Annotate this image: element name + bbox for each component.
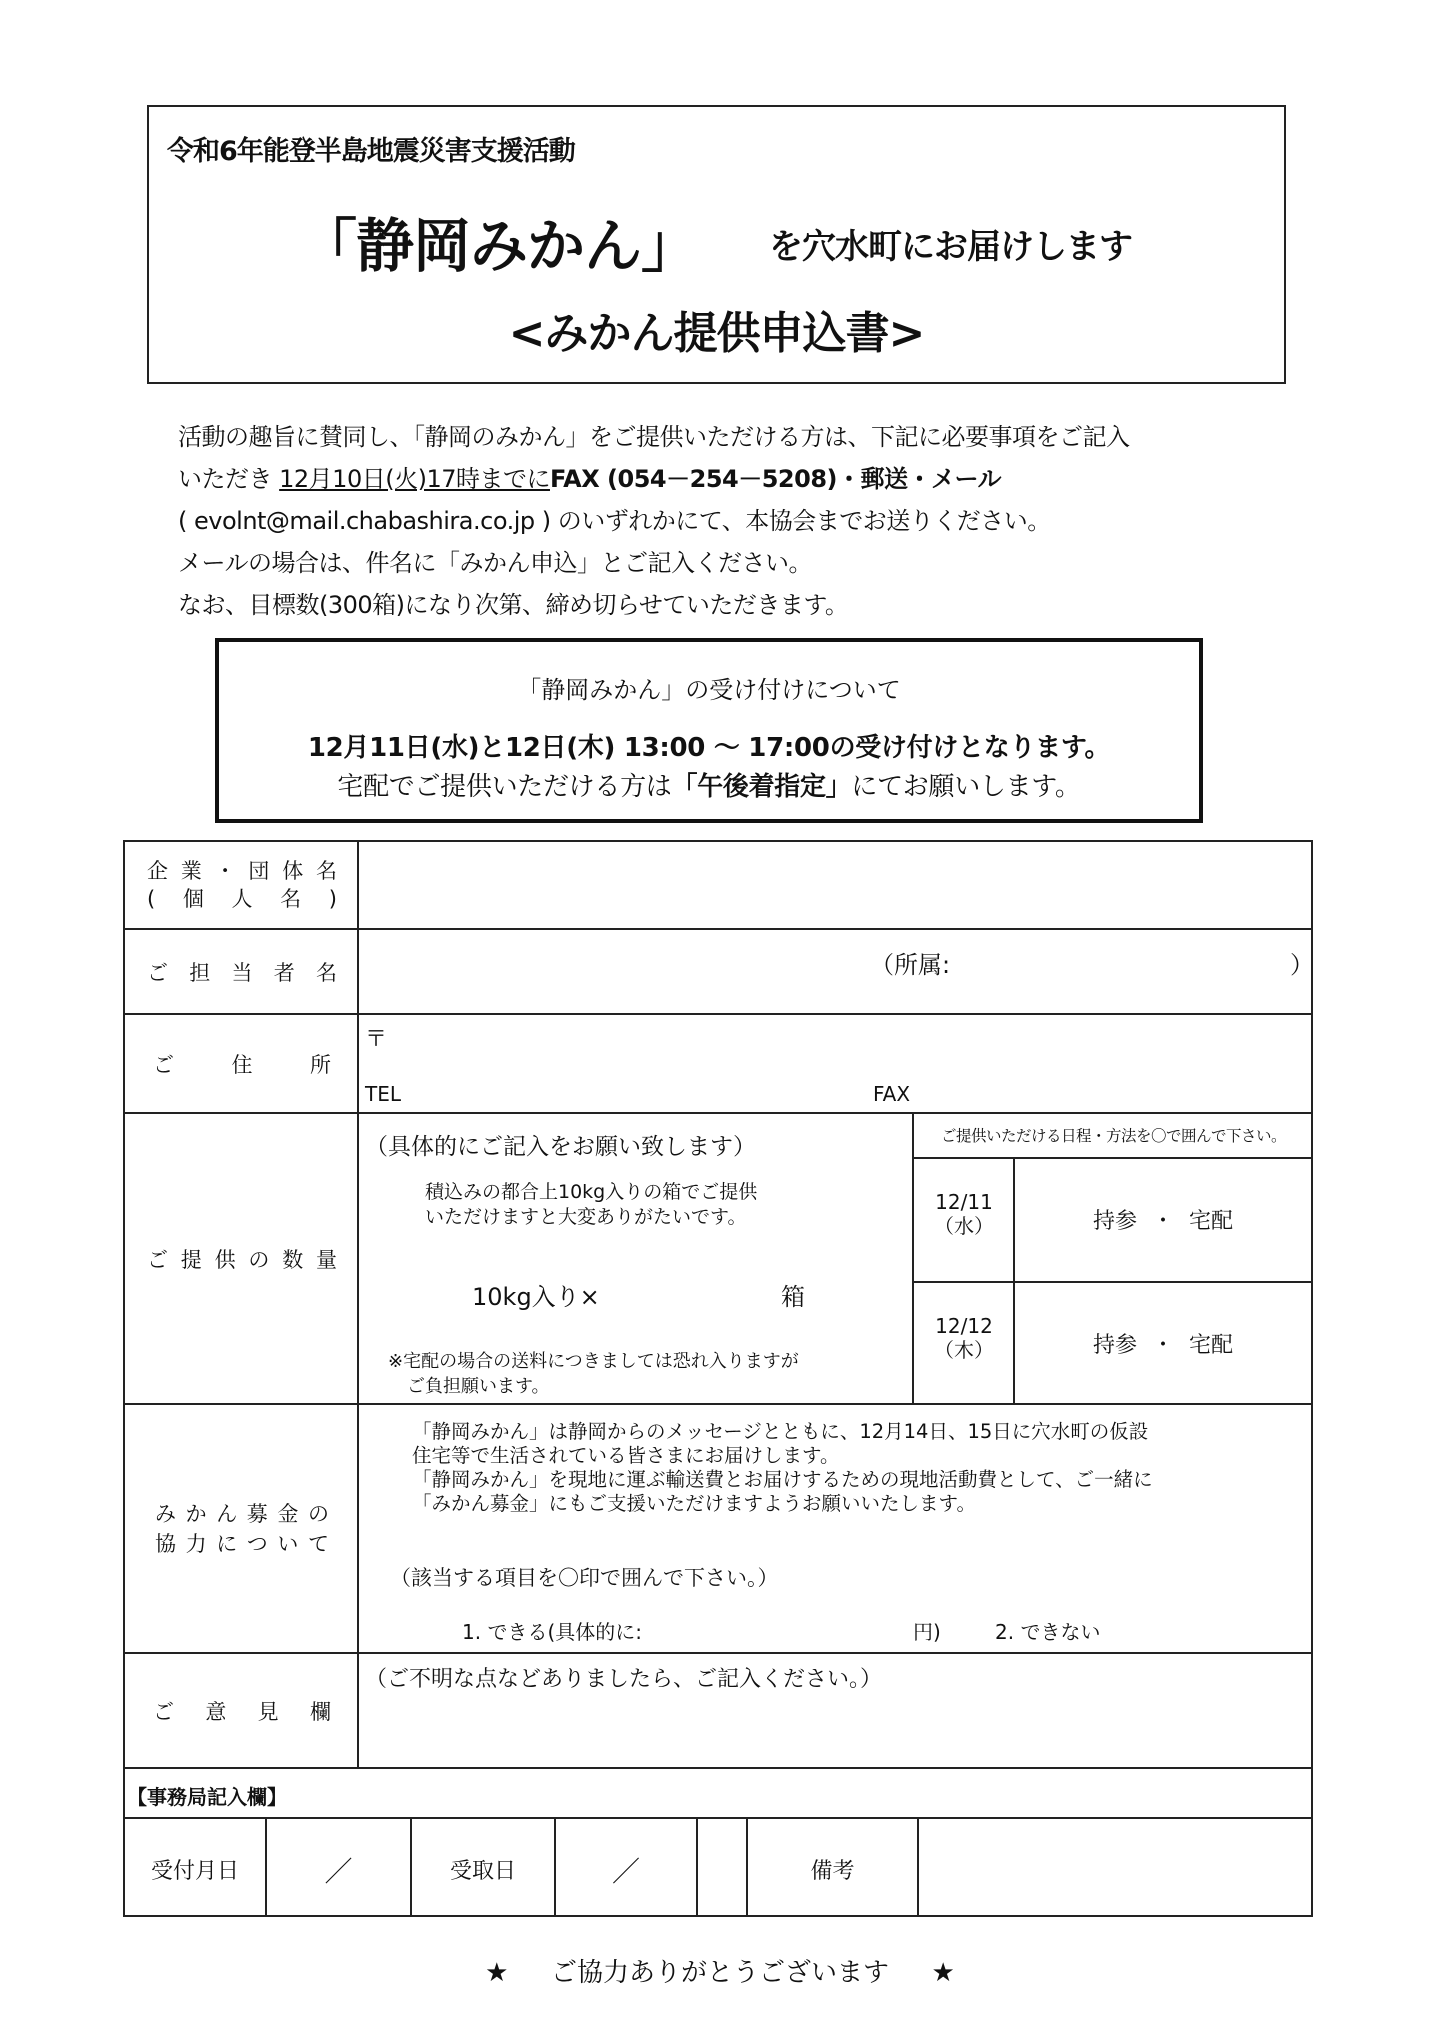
quantity-label	[125, 1114, 359, 1403]
label-char: 見	[257, 1699, 279, 1724]
label-char: 者	[273, 960, 295, 985]
label-char: に	[216, 1531, 238, 1556]
notice-dates: 12月11日(水)と12日(木) 13:00 ～ 17:00の受け付けとなります。	[307, 733, 1111, 763]
remarks-label: 備考	[810, 1859, 855, 1884]
box-unit-suffix: 箱	[781, 1283, 805, 1311]
label-char: 供	[214, 1247, 236, 1272]
label-char: 所	[310, 1052, 331, 1077]
thank-you-footer	[0, 1952, 1440, 1989]
label-text	[153, 1049, 331, 1079]
schedule-date-1	[915, 1190, 1013, 1238]
org-name-field[interactable]	[359, 842, 1311, 928]
donation-text: 「みかん募金」にもご支援いただけますようお願いいたします。	[412, 1492, 976, 1515]
quantity-hint: （具体的にご記入をお願い致します）	[365, 1134, 756, 1160]
afternoon-delivery: 「午後着指定」	[671, 772, 852, 802]
donation-text: 「静岡みかん」は静岡からのメッセージとともに、12月14日、15日に穴水町の仮設	[412, 1420, 1149, 1443]
label-char: ご	[147, 960, 168, 985]
label-text	[147, 857, 337, 885]
remarks-field[interactable]	[919, 1819, 1311, 1915]
intro-paragraph	[178, 416, 1298, 626]
weekday: （木）	[934, 1338, 994, 1362]
office-use-heading: 【事務局記入欄】	[127, 1785, 287, 1809]
postal-mark: 〒	[365, 1027, 388, 1052]
label-char: 担	[189, 960, 211, 985]
address-field[interactable]	[359, 1015, 1311, 1112]
comments-hint: （ご不明な点などありましたら、ご記入ください。）	[365, 1667, 883, 1692]
donation-label	[125, 1405, 359, 1652]
label-char: て	[307, 1531, 329, 1556]
label-char: 個	[182, 887, 204, 911]
intro-line	[178, 458, 1298, 500]
label-char: み	[155, 1501, 176, 1526]
label-char: 数	[282, 1247, 304, 1272]
delivery-prefix: 宅配でご提供いただける方は	[337, 772, 672, 802]
label-char: か	[185, 1501, 207, 1526]
label-char: ご	[147, 1247, 168, 1272]
label-char: ご	[153, 1699, 174, 1724]
intro-line: なお、目標数(300箱)になり次第、締め切らせていただきます。	[178, 591, 849, 619]
schedule-date-2	[915, 1314, 1013, 1362]
received-date-field[interactable]: ／	[324, 1855, 353, 1888]
label-char: つ	[246, 1531, 268, 1556]
label-char: 住	[231, 1052, 253, 1077]
event-subtitle: 令和6年能登半島地震災害支援活動	[167, 136, 575, 167]
shipping-note: ご負担願います。	[407, 1376, 550, 1397]
donation-text: 住宅等で生活されている皆さまにお届けします。	[412, 1444, 840, 1467]
affiliation-open: （所属:	[870, 951, 951, 979]
office-blank-cell[interactable]	[698, 1819, 746, 1915]
label-char: 協	[155, 1531, 176, 1556]
label-char: ん	[216, 1501, 238, 1526]
label-char: の	[307, 1501, 329, 1526]
option-delivery[interactable]: 宅配	[1189, 1209, 1234, 1234]
option-bring[interactable]: 持参	[1092, 1333, 1137, 1358]
donation-option-no[interactable]: 2. できない	[995, 1620, 1101, 1644]
label-char: 体	[282, 859, 304, 883]
label-char: 金	[277, 1501, 299, 1526]
receipt-notice-box	[215, 638, 1203, 823]
delivery-suffix: にてお願いします。	[851, 772, 1081, 802]
label-text	[147, 1244, 337, 1274]
label-char: 募	[246, 1501, 268, 1526]
label-char: の	[248, 1247, 270, 1272]
star-icon: ★	[931, 1958, 955, 1988]
intro-prefix: いただき	[178, 465, 280, 493]
title-main: 「静岡みかん」	[299, 212, 699, 280]
weekday: （水）	[934, 1214, 994, 1238]
fax-label: FAX	[873, 1082, 911, 1106]
label-char: 業	[180, 859, 202, 883]
label-char: 名	[280, 887, 302, 911]
title-box	[147, 105, 1286, 384]
label-char: 意	[205, 1699, 227, 1724]
shipping-note: ※宅配の場合の送料につきましては恐れ入りますが	[388, 1351, 799, 1372]
label-char: 名	[315, 859, 337, 883]
pickup-date-field[interactable]: ／	[611, 1855, 640, 1888]
notice-delivery	[219, 766, 1199, 803]
schedule-method-2[interactable]	[1015, 1328, 1311, 1359]
label-char: 提	[180, 1247, 202, 1272]
comments-label	[125, 1654, 359, 1767]
separator: ・	[1151, 1209, 1174, 1234]
deadline: 12月10日(火)17時までに	[279, 465, 550, 493]
star-icon: ★	[485, 1958, 509, 1988]
label-char: (	[147, 887, 156, 911]
option-delivery[interactable]: 宅配	[1189, 1333, 1234, 1358]
label-char: 欄	[309, 1699, 331, 1724]
label-text	[155, 1529, 329, 1559]
label-char: 人	[231, 887, 253, 911]
schedule-method-1[interactable]	[1015, 1204, 1311, 1235]
label-char: 団	[248, 859, 270, 883]
notice-heading: 「静岡みかん」の受け付けについて	[517, 676, 901, 704]
label-text	[147, 957, 337, 987]
submission-methods: FAX (054－254－5208)・郵送・メール	[549, 465, 1002, 493]
quantity-note: 積込みの都合上10kg入りの箱でご提供	[425, 1181, 758, 1203]
schedule-header: ご提供いただける日程・方法を〇で囲んで下さい。	[940, 1127, 1286, 1145]
tel-label: TEL	[365, 1082, 401, 1106]
address-label	[125, 1015, 359, 1112]
title-tail: を穴水町にお届けします	[769, 227, 1132, 267]
label-char: )	[328, 887, 337, 911]
donation-instruction: （該当する項目を〇印で囲んで下さい。）	[390, 1566, 779, 1590]
yen-unit: 円)	[913, 1620, 941, 1644]
label-char: 名	[316, 960, 337, 985]
date: 12/11	[935, 1190, 993, 1214]
label-char: ・	[214, 859, 236, 883]
received-date-label: 受付月日	[150, 1859, 239, 1884]
donation-text: 「静岡みかん」を現地に運ぶ輸送費とお届けするための現地活動費として、ご一緒に	[412, 1468, 1153, 1491]
label-text	[155, 1499, 329, 1529]
label-char: 量	[315, 1247, 337, 1272]
contact-person-label	[125, 930, 359, 1013]
intro-line: メールの場合は、件名に「みかん申込」とご記入ください。	[178, 549, 813, 577]
donation-amount-field[interactable]	[655, 1612, 815, 1642]
label-char: ご	[153, 1052, 174, 1077]
box-unit-prefix: 10kg入り×	[472, 1283, 600, 1311]
option-bring[interactable]: 持参	[1092, 1209, 1137, 1234]
application-form	[123, 840, 1313, 1917]
label-char: い	[277, 1531, 299, 1556]
org-name-label	[125, 842, 359, 928]
date: 12/12	[935, 1314, 993, 1338]
affiliation-close: ）	[1290, 951, 1314, 979]
intro-line: 活動の趣旨に賛同し、「静岡のみかん」をご提供いただける方は、下記に必要事項をご記入	[178, 423, 1130, 451]
separator: ・	[1151, 1333, 1174, 1358]
label-char: 力	[185, 1531, 207, 1556]
pickup-date-label: 受取日	[449, 1859, 516, 1884]
donation-description	[412, 1420, 1153, 1516]
label-char: 企	[147, 859, 168, 883]
contact-person-field[interactable]	[359, 930, 1311, 1013]
label-char: 当	[231, 960, 253, 985]
label-text	[147, 885, 337, 913]
form-title: <みかん提供申込書>	[508, 308, 925, 359]
email-line: ( evolnt@mail.chabashira.co.jp ) のいずれかにて、本協会までお送りください。	[178, 507, 1051, 535]
box-count-field[interactable]	[625, 1272, 775, 1308]
label-text	[153, 1696, 331, 1726]
quantity-note: いただけますと大変ありがたいです。	[425, 1206, 747, 1228]
thank-you-text: ご協力ありがとうございます	[550, 1958, 889, 1988]
donation-option-yes[interactable]: 1. できる(具体的に:	[462, 1620, 642, 1644]
